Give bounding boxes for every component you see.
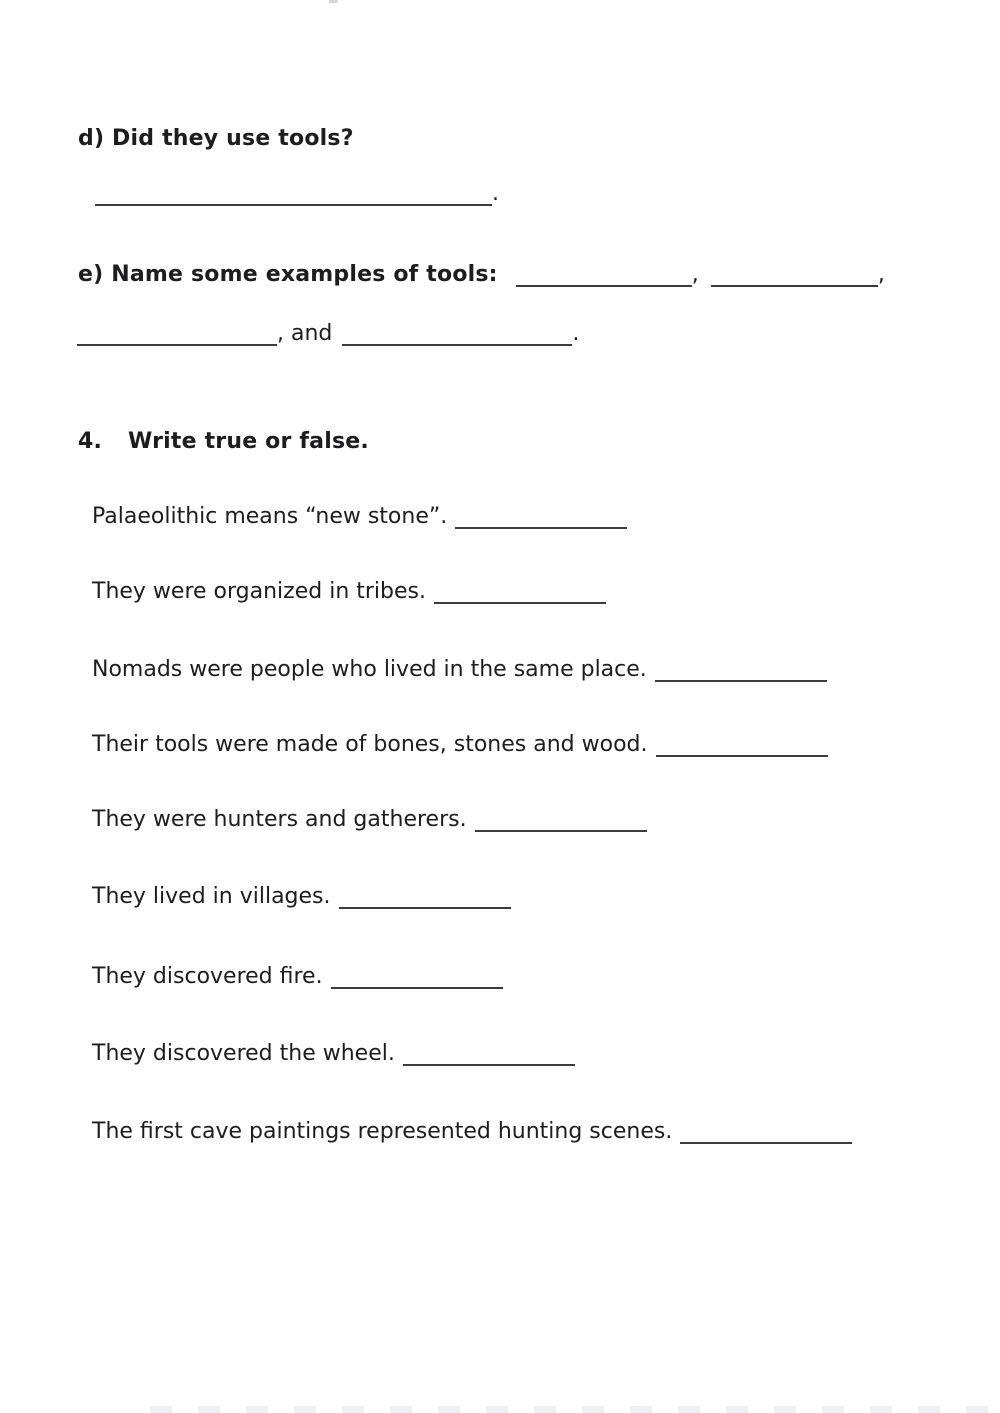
question-e-answer-blank-2[interactable]: [711, 271, 878, 287]
question-e-comma-1: ,: [691, 262, 699, 287]
statement-answer-blank[interactable]: [655, 666, 827, 682]
statement-answer-blank[interactable]: [339, 893, 511, 909]
statement-text: They were hunters and gatherers.: [92, 807, 467, 832]
true-false-statement: [92, 503, 627, 531]
statement-text: Nomads were people who lived in the same place.: [92, 657, 647, 682]
statement-answer-blank[interactable]: [434, 588, 606, 604]
statement-answer-blank[interactable]: [455, 513, 627, 529]
statement-text: They discovered fire.: [92, 964, 323, 989]
true-false-statement: [92, 806, 647, 834]
question-e-row-2: [77, 320, 579, 348]
statement-text: They discovered the wheel.: [92, 1041, 395, 1066]
true-false-statement: [92, 578, 606, 606]
question-e-comma-2: ,: [877, 262, 886, 287]
true-false-statement: [92, 656, 827, 684]
question-d-terminator: .: [492, 181, 499, 206]
question-e-answer-blank-1[interactable]: [516, 271, 692, 287]
statement-answer-blank[interactable]: [656, 741, 828, 757]
statement-answer-blank[interactable]: [475, 816, 647, 832]
question-e-terminator: .: [572, 321, 580, 346]
question-e-label: e) Name some examples of tools:: [78, 262, 498, 287]
statement-text: The first cave paintings represented hunting scenes.: [92, 1119, 673, 1144]
statement-answer-blank[interactable]: [403, 1050, 575, 1066]
question-e-row-1: [78, 261, 885, 289]
true-false-statement: [92, 883, 511, 911]
statement-text: They were organized in tribes.: [92, 579, 426, 604]
true-false-statement: [92, 1040, 575, 1068]
section-4-number: 4.: [78, 429, 103, 454]
question-d-answer-blank[interactable]: [95, 190, 492, 206]
scan-edge-artifact-bottom: [150, 1406, 1000, 1413]
question-d-answer-row: [95, 180, 499, 208]
true-false-statement: [92, 1118, 852, 1146]
statement-answer-blank[interactable]: [331, 973, 503, 989]
statement-answer-blank[interactable]: [680, 1128, 852, 1144]
section-4-title: Write true or false.: [128, 429, 369, 454]
scan-edge-artifact-top: [329, 0, 338, 3]
section-4-heading: [78, 428, 369, 456]
true-false-statement: [92, 963, 503, 991]
true-false-statement: [92, 731, 828, 759]
question-e-answer-blank-4[interactable]: [342, 330, 572, 346]
statement-text: Palaeolithic means “new stone”.: [92, 504, 448, 529]
question-e-connector: , and: [277, 321, 333, 346]
question-e-answer-blank-3[interactable]: [77, 330, 277, 346]
statement-text: Their tools were made of bones, stones and wood.: [92, 732, 648, 757]
statement-text: They lived in villages.: [92, 884, 331, 909]
question-d-label: d) Did they use tools?: [78, 126, 354, 151]
